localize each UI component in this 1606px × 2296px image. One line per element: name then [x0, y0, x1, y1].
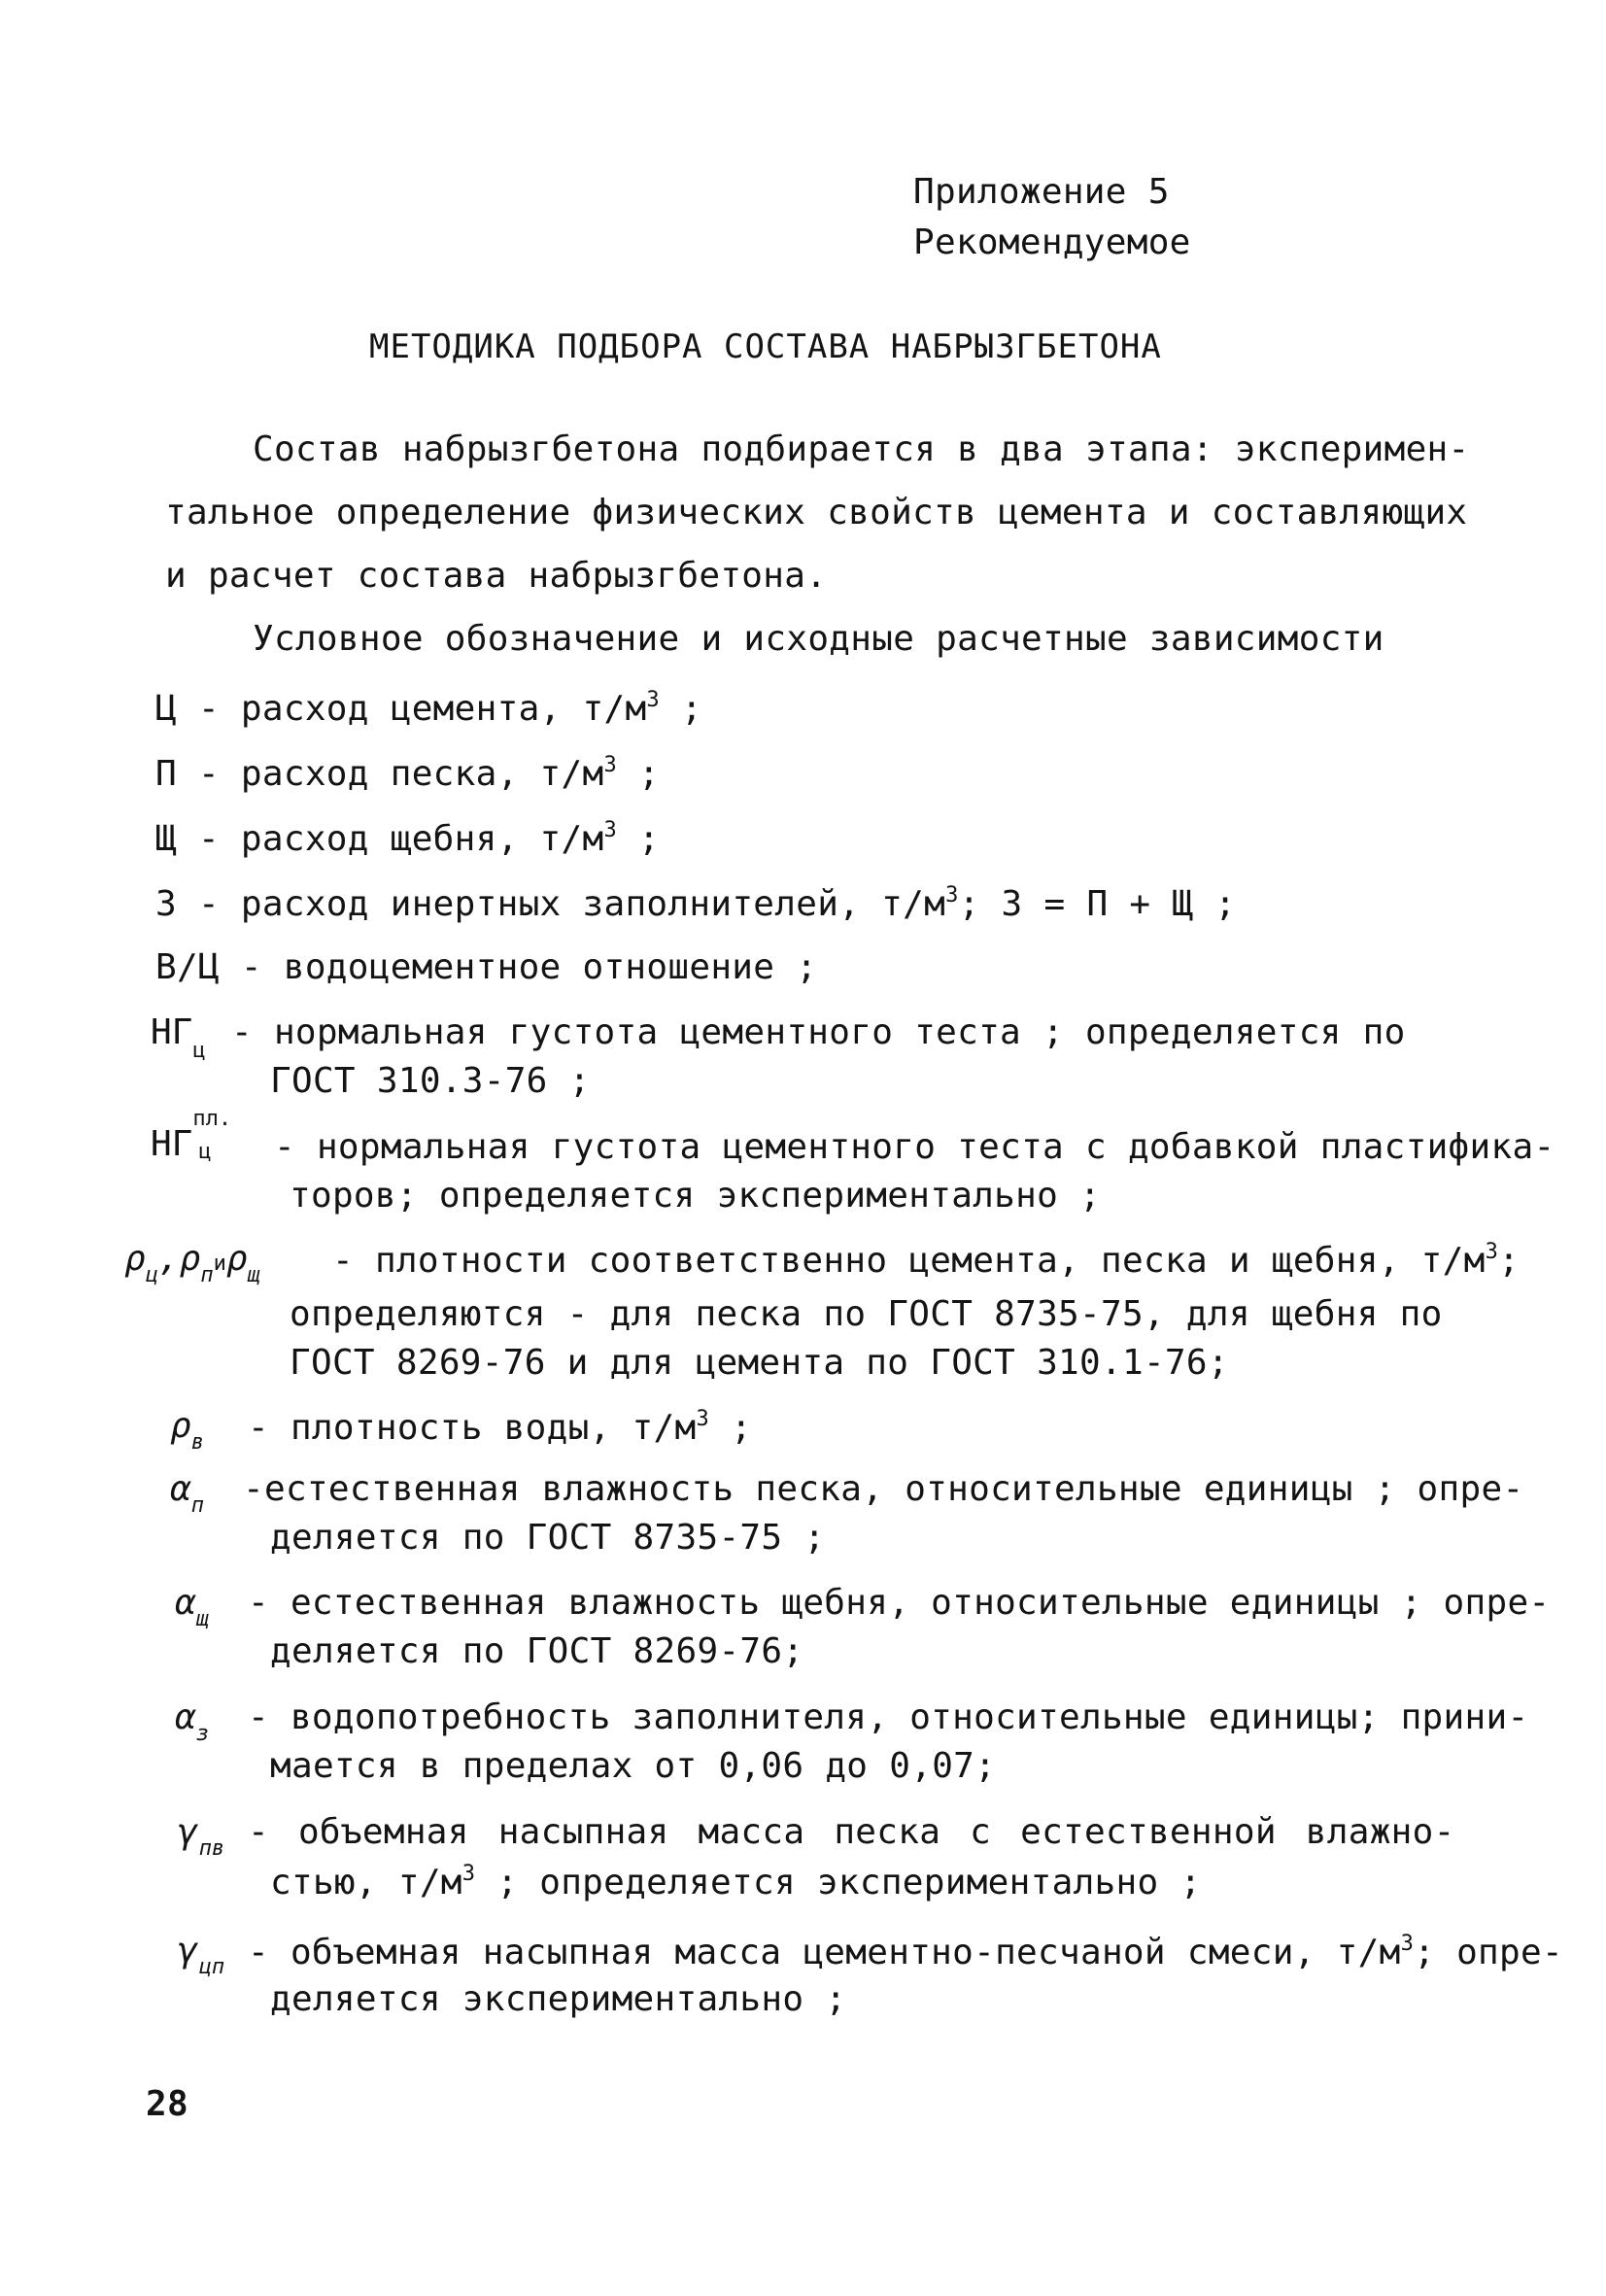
- symbol-ng-plasticizer: НГ пл. ц: [151, 1107, 232, 1164]
- definition-mix-bulk-line-1: - объемная насыпная масса цементно-песчаной смеси, $т/м^3$; опре-: [248, 1932, 1563, 1972]
- symbol: Щ: [155, 819, 177, 859]
- definition-sand-moisture-line-2: деляется по ГОСТ 8735-75 ;: [270, 1518, 826, 1558]
- intro-line-3: и расчет состава набрызгбетона.: [165, 556, 828, 596]
- definition-gravel-moisture-line-1: - естественная влажность щебня, относительные единицы ; опре-: [248, 1583, 1551, 1623]
- definition-text: - расход цемента, т/м: [197, 689, 647, 729]
- definition-aggregate-water-line-1: - водопотребность заполнителя, относительные единицы; прини-: [248, 1697, 1529, 1737]
- symbol-subscript: ц: [198, 1140, 212, 1164]
- definition-sand-bulk-line-2: стью, $т/м^3$ ; определяется экспериментально ;: [270, 1862, 1202, 1902]
- definition-water-cement: [155, 947, 818, 987]
- symbol-sand-moisture: $\alpha_п$: [170, 1469, 204, 1518]
- unit-power: 3: [1485, 1240, 1499, 1264]
- unit-power: 3: [461, 1862, 476, 1886]
- definition-water-density: - плотность воды, $т/м^3$ ;: [248, 1407, 752, 1448]
- intro-line-2: тальное определение физических свойств цемента и составляющих: [165, 493, 1468, 532]
- unit-power: 3: [1400, 1932, 1415, 1956]
- definition-gravel-moisture-line-2: деляется по ГОСТ 8269-76;: [270, 1631, 804, 1671]
- definition-text: - расход песка, т/м: [197, 754, 604, 794]
- definition-text: - водоцементное отношение ;: [240, 947, 818, 987]
- symbol-water-density: $\rho_в$: [170, 1406, 204, 1455]
- page-title: МЕТОДИКА ПОДБОРА СОСТАВА НАБРЫЗГБЕТОНА: [369, 327, 1162, 366]
- symbol-subscript: ц: [192, 1039, 206, 1063]
- symbol: В/Ц: [155, 947, 220, 987]
- definition-text: - расход щебня, т/м: [197, 819, 604, 859]
- appendix-status: Рекомендуемое: [913, 223, 1191, 262]
- definition-densities-line-1: - плотности соответственно цемента, песка и щебня, $т/м^3$;: [332, 1240, 1521, 1281]
- definition-tail: ; З = П + Щ ;: [958, 884, 1237, 924]
- definition-ng-pl-line-2: торов; определяется экспериментально ;: [290, 1176, 1102, 1216]
- symbol-gravel-moisture: $\alpha_щ$: [175, 1583, 209, 1631]
- unit-power: 3: [603, 818, 618, 842]
- definition-cement: [155, 690, 702, 727]
- symbol: Ц: [155, 689, 177, 729]
- definition-densities-line-3: ГОСТ 8269-76 и для цемента по ГОСТ 310.1-76;: [290, 1343, 1229, 1383]
- unit-power: 3: [646, 688, 660, 712]
- symbol-sand-bulk: $\gamma_{пв}$: [178, 1812, 225, 1861]
- definition-densities-line-2: определяются - для песка по ГОСТ 8735-75, для щебня по: [290, 1294, 1443, 1334]
- definition-tail: ;: [617, 754, 660, 794]
- intro-line-1: Состав набрызгбетона подбирается в два этапа: эксперимен-: [253, 429, 1470, 469]
- symbol: З: [155, 884, 177, 924]
- unit-power: 3: [696, 1407, 709, 1431]
- symbol-superscript: пл.: [192, 1107, 232, 1131]
- definition-sand: [155, 755, 660, 792]
- symbol-ng: $НГ_ц$: [151, 1012, 206, 1063]
- symbol-mix-bulk: $\gamma_{цп}$: [178, 1931, 225, 1979]
- definition-aggregate-water-line-2: мается в пределах от 0,06 до 0,07;: [270, 1746, 997, 1786]
- appendix-label: Приложение 5: [913, 172, 1170, 212]
- page-number: 28: [146, 2084, 188, 2124]
- definition-ng-line-2: ГОСТ 310.3-76 ;: [270, 1061, 591, 1101]
- definition-mix-bulk-line-2: деляется экспериментально ;: [270, 1979, 847, 2019]
- definition-ng-line-1: - нормальная густота цементного теста ; определяется по: [231, 1012, 1406, 1052]
- symbol-aggregate-water: $\alpha_з$: [175, 1697, 209, 1746]
- definition-aggregate: [155, 885, 1236, 922]
- unit-power: 3: [945, 883, 959, 908]
- definition-gravel: [155, 820, 660, 857]
- definition-tail: ;: [617, 819, 660, 859]
- unit-power: 3: [603, 753, 618, 777]
- symbol-densities: $\rho_ц,\rho_пи\rho_щ$: [124, 1239, 260, 1287]
- definition-tail: ;: [659, 689, 702, 729]
- definition-sand-bulk-line-1: - объемная насыпная масса песка с естественной влажно-: [248, 1812, 1455, 1852]
- definition-ng-pl-line-1: - нормальная густота цементного теста с добавкой пластифика-: [274, 1127, 1555, 1167]
- definition-sand-moisture-line-1: -естественная влажность песка, относительные единицы ; опре-: [243, 1469, 1524, 1509]
- symbol: П: [155, 754, 177, 794]
- definition-text: - расход инертных заполнителей, т/м: [197, 884, 946, 924]
- section-subheading: Условное обозначение и исходные расчетные зависимости: [253, 619, 1384, 659]
